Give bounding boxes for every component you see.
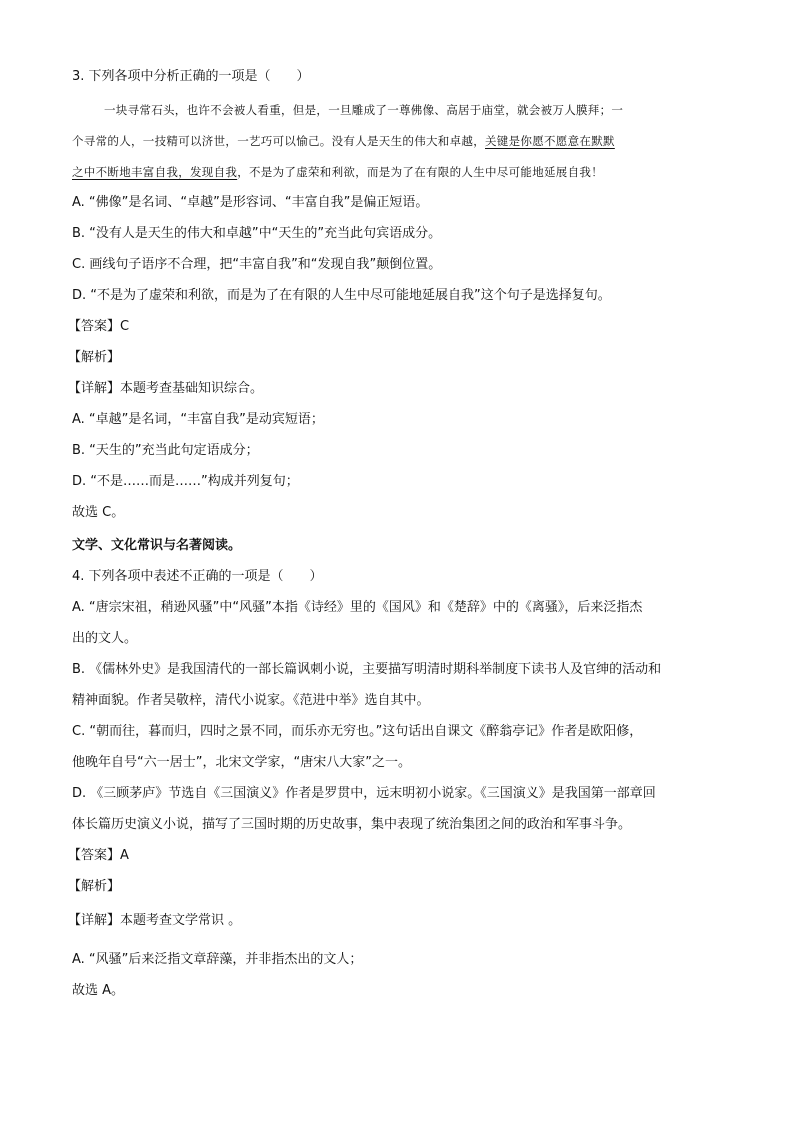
section-heading: 文学、文化常识与名著阅读。 xyxy=(72,538,242,553)
q3-explanation-a: A. “卓越”是名词，“丰富自我”是动宾短语； xyxy=(72,412,324,427)
q4-explanation-a: A. “风骚”后来泛指文章辞藻，并非指杰出的文人； xyxy=(72,952,363,967)
q4-option-d-line-2: 体长篇历史演义小说，描写了三国时期的历史故事，集中表现了统治集团之间的政治和军事斗争。 xyxy=(72,817,632,832)
q3-passage-line-3-text: ，不是为了虚荣和利欲，而是为了在有限的人生中尽可能地延展自我！ xyxy=(237,165,603,179)
q4-option-b-line-2: 精神面貌。作者吴敬梓，清代小说家。《范进中举》选自其中。 xyxy=(72,693,430,708)
q4-stem: 4. 下列各项中表述不正确的一项是（ ） xyxy=(72,569,323,584)
q3-explanation-b: B. “天生的”充当此句定语成分； xyxy=(72,443,259,458)
q3-option-b: B. “没有人是天生的伟大和卓越”中“天生的”充当此句宾语成分。 xyxy=(72,226,442,241)
q3-passage-line-2 xyxy=(72,132,615,150)
q4-analysis-label: 【解析】 xyxy=(68,879,121,894)
q3-answer: 【答案】C xyxy=(68,319,130,334)
q4-conclusion: 故选 A。 xyxy=(72,983,125,998)
q3-passage-line-3 xyxy=(72,163,603,181)
q4-option-a-line-2: 出的文人。 xyxy=(72,631,138,646)
q4-option-a-line-1: A. “唐宗宋祖，稍逊风骚”中“风骚”本指《诗经》里的《国风》和《楚辞》中的《离骚》，后来泛指杰 xyxy=(72,600,643,615)
q3-analysis-label: 【解析】 xyxy=(68,350,121,365)
q3-detail: 【详解】本题考查基础知识综合。 xyxy=(68,381,264,396)
q4-option-d-line-1: D. 《三顾茅庐》节选自《三国演义》作者是罗贯中，远末明初小说家。《三国演义》是我国第一部章回 xyxy=(72,786,656,801)
q3-stem: 3. 下列各项中分析正确的一项是（ ） xyxy=(72,69,310,84)
q4-detail: 【详解】本题考查文学常识 。 xyxy=(68,913,242,928)
q4-option-b-line-1: B. 《儒林外史》是我国清代的一部长篇讽刺小说，主要描写明清时期科举制度下读书人及官绅的活动和 xyxy=(72,662,662,677)
q3-option-c: C. 画线句子语序不合理，把“丰富自我”和“发现自我”颠倒位置。 xyxy=(72,257,442,272)
q4-option-c-line-2: 他晚年自号“六一居士”，北宋文学家，“唐宋八大家”之一。 xyxy=(72,755,411,770)
q3-explanation-d: D. “不是……而是……”构成并列复句； xyxy=(72,474,299,489)
q3-option-a: A. “佛像”是名词、“卓越”是形容词、“丰富自我”是偏正短语。 xyxy=(72,195,429,210)
q3-passage-line-1: 一块寻常石头，也许不会被人看重，但是，一旦雕成了一尊佛像、高居于庙堂，就会被万人膜拜；一 xyxy=(104,103,624,117)
q3-underlined-sentence-part-1: 关键是你愿不愿意在默默 xyxy=(485,134,615,148)
q3-conclusion: 故选 C。 xyxy=(72,505,125,520)
q4-answer: 【答案】A xyxy=(68,848,129,863)
q3-underlined-sentence-part-2: 之中不断地丰富自我，发现自我 xyxy=(72,165,238,179)
q3-passage-line-2-text: 个寻常的人，一技精可以济世，一艺巧可以愉己。没有人是天生的伟大和卓越， xyxy=(72,134,485,148)
q4-option-c-line-1: C. “朝而往，暮而归，四时之景不同，而乐亦无穷也。”这句话出自课文《醉翁亭记》作者是欧阳修， xyxy=(72,724,643,739)
q3-option-d: D. “不是为了虚荣和利欲，而是为了在有限的人生中尽可能地延展自我”这个句子是选择复句。 xyxy=(72,288,611,303)
